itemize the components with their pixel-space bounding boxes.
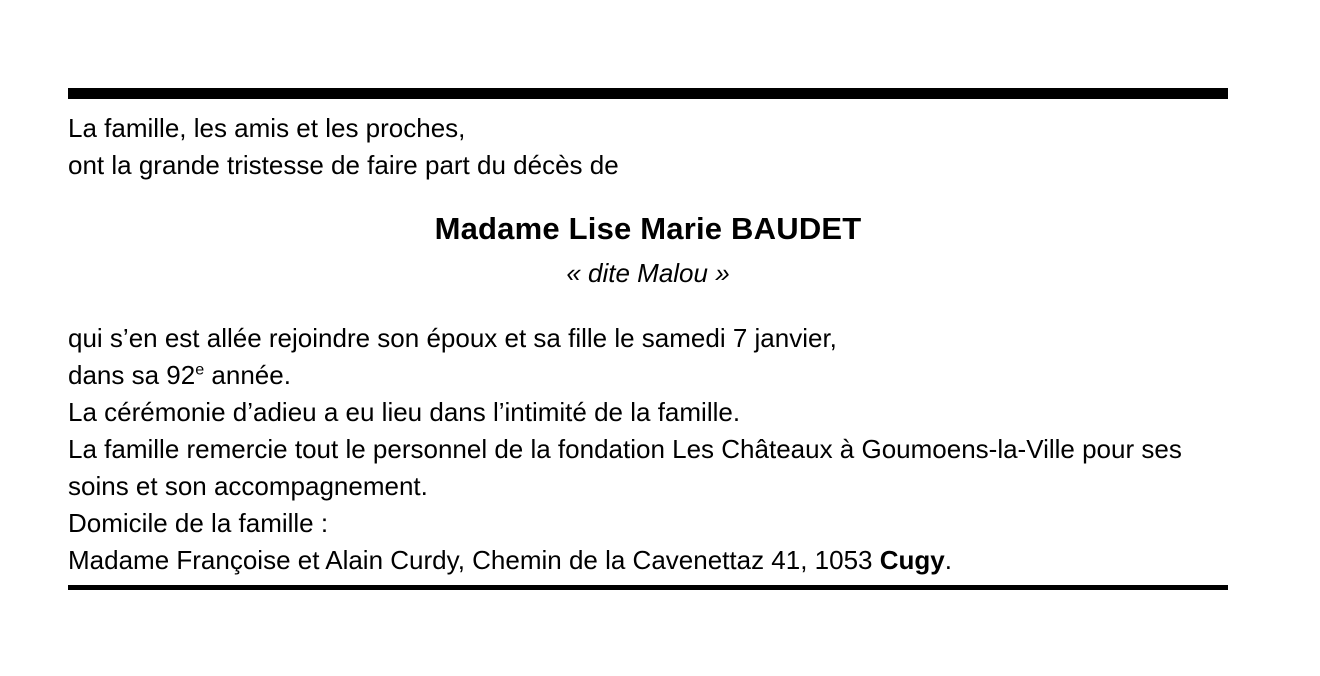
details-line-2-suffix: année. [204, 360, 291, 390]
deceased-nickname: « dite Malou » [566, 258, 730, 288]
details-line-4: La famille remercie tout le personnel de la fondation Les Châteaux à Goumoens-la-Ville pour ses soins et son accompagnement. [68, 434, 1182, 501]
intro-line-2: ont la grande tristesse de faire part du décès de [68, 150, 619, 180]
bottom-divider [68, 585, 1228, 590]
family-address-city: Cugy [879, 545, 945, 575]
family-address-prefix: Madame Françoise et Alain Curdy, Chemin de la Cavenettaz 41, 1053 [68, 545, 880, 575]
details-line-1: qui s’en est allée rejoindre son époux et sa fille le samedi 7 janvier, [68, 323, 837, 353]
ordinal-suffix: e [195, 360, 205, 379]
notice-body [68, 99, 1228, 579]
top-divider [68, 88, 1228, 99]
details-line-3: La cérémonie d’adieu a eu lieu dans l’intimité de la famille. [68, 397, 741, 427]
details-line-6 [68, 542, 1228, 579]
details-line-2-prefix: dans sa 92 [68, 360, 196, 390]
details-line-2 [68, 357, 1228, 394]
name-block [68, 210, 1228, 292]
intro-line-1: La famille, les amis et les proches, [68, 113, 466, 143]
details-block [68, 320, 1228, 579]
intro-block [68, 110, 1228, 184]
deceased-name: Madame Lise Marie BAUDET [434, 211, 862, 246]
details-line-5: Domicile de la famille : [68, 508, 329, 538]
family-address-suffix: . [944, 545, 952, 575]
death-notice [68, 88, 1228, 590]
